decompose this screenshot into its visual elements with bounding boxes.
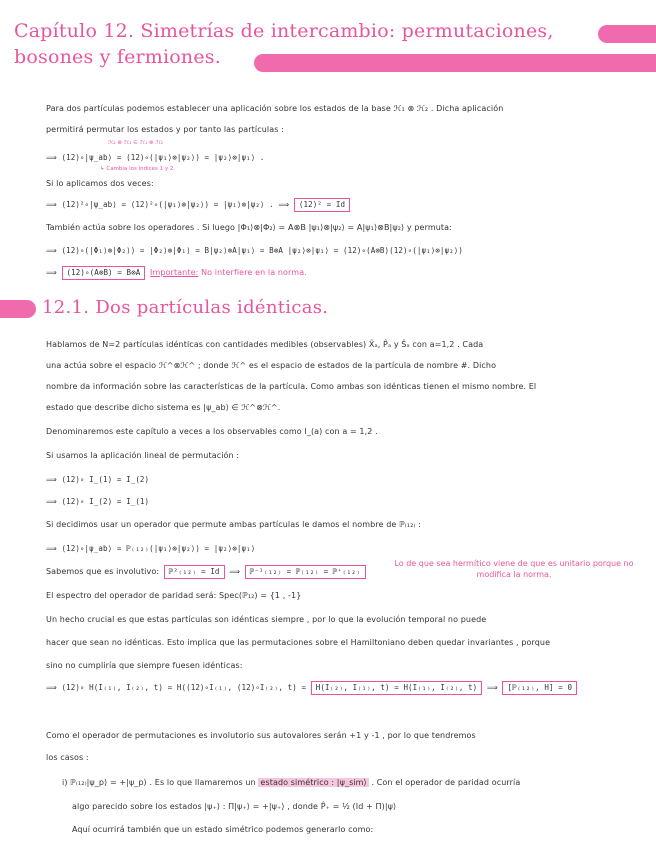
equation-row bbox=[46, 681, 579, 695]
annotation: ℋ₂ ⊗ ℋ₁ ∈ ℋ₁ ⊗ ℋ₂ bbox=[108, 140, 164, 146]
boxed-result: ℙ²₍₁₂₎ = Id bbox=[164, 565, 225, 579]
boxed-result: (12)∘(A⊗B) = B⊗A bbox=[62, 266, 146, 280]
body-text: Sabemos que es involutivo: bbox=[46, 567, 160, 576]
chapter-title: Capítulo 12. Simetrías de intercambio: permutaciones, bosones y fermiones. bbox=[14, 20, 554, 68]
equation: ⟹ (12)∘|ψ_ab⟩ = ℙ₍₁₂₎(|ψ₁⟩⊗|ψ₂⟩) = |ψ₂⟩⊗|ψ₁⟩ bbox=[46, 544, 256, 553]
section-decoration-pill bbox=[0, 300, 36, 318]
title-decoration-bar bbox=[598, 25, 656, 43]
body-line: Si usamos la aplicación lineal de permutación : bbox=[46, 451, 240, 460]
case-text: i) ℙ₍₁₂₎|ψ_p⟩ = +|ψ_p⟩ . Es lo que llamaremos un bbox=[62, 778, 256, 787]
important-label: Importante: bbox=[150, 268, 199, 277]
body-line: sino no cumpliría que siempre fuesen idénticas: bbox=[46, 661, 243, 670]
case-row bbox=[62, 777, 520, 789]
body-line: estado que describe dicho sistema es |ψ_ab⟩ ∈ ℋ^⊗ℋ^. bbox=[46, 403, 281, 412]
boxed-result: [ℙ₍₁₂₎, H] = 0 bbox=[502, 681, 577, 695]
case-line: algo parecido sobre los estados |ψ₊⟩ : Π|ψ₊⟩ = +|ψ₊⟩ , donde P̂₊ = ½ (Id + Π)|ψ⟩ bbox=[72, 802, 397, 811]
margin-note: Lo de que sea hermítico viene de que es unitario porque no modifica la norma. bbox=[394, 559, 634, 579]
arrow: ⟹ bbox=[46, 268, 57, 277]
intro-line: Para dos partículas podemos establecer una aplicación sobre los estados de la base ℋ₁ ⊗ ℋ₂ . Dicha aplicación bbox=[46, 104, 504, 113]
arrow: ⟹ bbox=[486, 683, 498, 692]
highlighted-definition: estado simétrico : |ψ_sim⟩ bbox=[260, 778, 367, 787]
body-line: El espectro del operador de paridad será: Spec(ℙ₁₂) = {1 , -1} bbox=[46, 591, 302, 600]
equation-row bbox=[46, 266, 307, 280]
body-line: Denominaremos este capítulo a veces a los observables como I_(a) con a = 1,2 . bbox=[46, 427, 378, 436]
intro-line: permitirá permutar los estados y por tanto las partículas : bbox=[46, 125, 284, 134]
equation-row bbox=[46, 198, 352, 212]
boxed-result: ℙ⁻¹₍₁₂₎ = ℙ₍₁₂₎ = ℙ⁺₍₁₂₎ bbox=[245, 565, 366, 579]
equation: ⟹ (12)∘|ψ_ab⟩ = (12)∘(|ψ₁⟩⊗|ψ₂⟩) = |ψ₂⟩⊗|ψ₁⟩ . bbox=[46, 153, 265, 162]
important-text: No interfiere en la norma. bbox=[201, 268, 307, 277]
equation: ⟹ (12)²∘|ψ_ab⟩ = (12)²∘(|ψ₁⟩⊗|ψ₂⟩) = |ψ₁⟩⊗|ψ₂⟩ . ⟹ bbox=[46, 200, 290, 209]
case-line: Aquí ocurrirá también que un estado simétrico podemos generarlo como: bbox=[72, 825, 374, 834]
body-line: hacer que sean no idénticas. Esto implica que las permutaciones sobre el Hamiltoniano deben quedar invariantes , porque bbox=[46, 638, 551, 647]
annotation: ↳ Cambia los índices 1 y 2. bbox=[100, 166, 176, 172]
body-line: los casos : bbox=[46, 753, 89, 762]
body-line: Un hecho crucial es que estas partículas son idénticas siempre , por lo que la evolución temporal no puede bbox=[46, 615, 487, 624]
equation-row bbox=[46, 565, 368, 579]
equation: ⟹ (12)∘ I_(1) = I_(2) bbox=[46, 475, 150, 484]
intro-line: Si lo aplicamos dos veces: bbox=[46, 179, 154, 188]
body-line: Hablamos de N=2 partículas idénticas con cantidades medibles (observables) X̂ₐ, P̂ₐ y Ŝₐ con a=1,2 . Cada bbox=[46, 340, 484, 349]
body-line: una actúa sobre el espacio ℋ^⊗ℋ^ ; donde ℋ^ es el espacio de estados de la partícula de nombre #. Dicho bbox=[46, 361, 497, 370]
case-text: . Con el operador de paridad ocurría bbox=[371, 778, 521, 787]
body-line: Como el operador de permutaciones es involutorio sus autovalores serán +1 y -1 , por lo que tendremos bbox=[46, 731, 476, 740]
boxed-result: (12)² = Id bbox=[294, 198, 350, 212]
boxed-result: H(I₍₂₎, I₍₁₎, t) = H(I₍₁₎, I₍₂₎, t) bbox=[311, 681, 483, 695]
equation: ⟹ (12)∘ I_(2) = I_(1) bbox=[46, 497, 150, 506]
equation: ⟹ (12)∘(|Φ₁⟩⊗|Φ₂⟩) = |Φ₂⟩⊗|Φ₁⟩ = B|ψ₂⟩⊗A|ψ₁⟩ = B⊗A |ψ₂⟩⊗|ψ₁⟩ = (12)∘(A⊗B)(12)∘(|ψ₁⟩⊗|ψ₂⟩) bbox=[46, 246, 464, 255]
body-line: nombre da información sobre las características de la partícula. Como ambas son idénticas tienen el mismo nombre. El bbox=[46, 382, 537, 391]
equation: ⟹ (12)∘ H(I₍₁₎, I₍₂₎, t) = H((12)∘I₍₁₎, (12)∘I₍₂₎, t) = bbox=[46, 683, 307, 692]
section-title: 12.1. Dos partículas idénticas. bbox=[42, 297, 329, 318]
intro-line: También actúa sobre los operadores . Si luego |Φ₁⟩⊗|Φ₂⟩ = A⊗B |ψ₁⟩⊗|ψ₂⟩ = A|ψ₁⟩⊗B|ψ₂⟩ y permuta: bbox=[46, 223, 452, 232]
arrow: ⟹ bbox=[229, 567, 241, 576]
body-line: Si decidimos usar un operador que permute ambas partículas le damos el nombre de ℙ₍₁₂₎ : bbox=[46, 520, 421, 529]
